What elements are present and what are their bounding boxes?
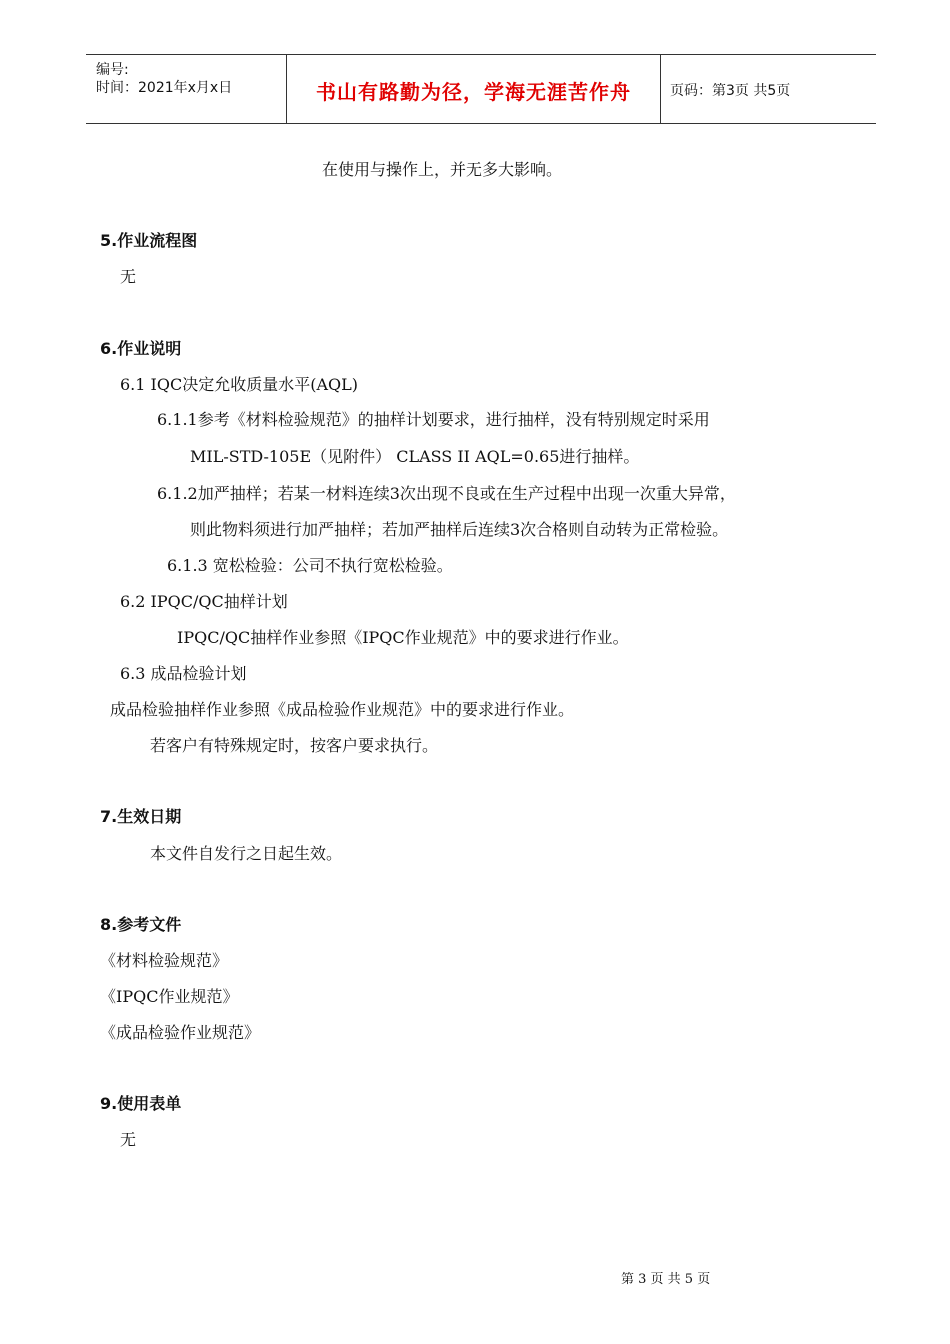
- reference-item: 《成品检验作业规范》: [100, 1023, 261, 1042]
- section-9-title: 9.使用表单: [100, 1094, 182, 1113]
- section-6-title: 6.作业说明: [100, 339, 182, 358]
- header-meta: [96, 61, 232, 97]
- header-page-info: 页码：第3页 共5页: [670, 83, 791, 99]
- section-6-1: 6.1 IQC决定允收质量水平(AQL): [120, 375, 358, 394]
- reference-item: 《IPQC作业规范》: [100, 987, 239, 1006]
- section-6-1-2-cont: 则此物料须进行加严抽样；若加严抽样后连续3次合格则自动转为正常检验。: [190, 520, 729, 539]
- section-5-title: 5.作业流程图: [100, 231, 198, 250]
- section-9-text: 无: [120, 1130, 137, 1149]
- code-label: 编号:: [96, 62, 129, 78]
- header-divider: [660, 55, 661, 123]
- section-8-title: 8.参考文件: [100, 915, 182, 934]
- section-7-text: 本文件自发行之日起生效。: [150, 844, 343, 863]
- section-6-1-2: 6.1.2加严抽样；若某一材料连续3次出现不良或在生产过程中出现一次重大异常，: [157, 484, 736, 503]
- section-5-text: 无: [120, 267, 137, 286]
- section-6-3-text: 成品检验抽样作业参照《成品检验作业规范》中的要求进行作业。: [110, 700, 575, 719]
- section-6-1-1: 6.1.1参考《材料检验规范》的抽样计划要求，进行抽样，没有特别规定时采用: [157, 410, 710, 429]
- section-6-2-text: IPQC/QC抽样作业参照《IPQC作业规范》中的要求进行作业。: [177, 628, 629, 647]
- section-7-title: 7.生效日期: [100, 807, 182, 826]
- reference-item: 《材料检验规范》: [100, 951, 229, 970]
- header-motto: 书山有路勤为径，学海无涯苦作舟: [316, 80, 631, 104]
- section-6-2: 6.2 IPQC/QC抽样计划: [120, 592, 288, 611]
- section-6-3: 6.3 成品检验计划: [120, 664, 247, 683]
- time-label: 时间：2021年x月x日: [96, 80, 233, 96]
- section-6-3-note: 若客户有特殊规定时，按客户要求执行。: [150, 736, 439, 755]
- intro-text: 在使用与操作上，并无多大影响。: [322, 160, 563, 179]
- page-header: [86, 54, 876, 124]
- section-6-1-1-cont: MIL-STD-105E（见附件） CLASS II AQL=0.65进行抽样。: [190, 447, 640, 466]
- page-footer: 第 3 页 共 5 页: [621, 1272, 711, 1287]
- section-6-1-3: 6.1.3 宽松检验：公司不执行宽松检验。: [167, 556, 453, 575]
